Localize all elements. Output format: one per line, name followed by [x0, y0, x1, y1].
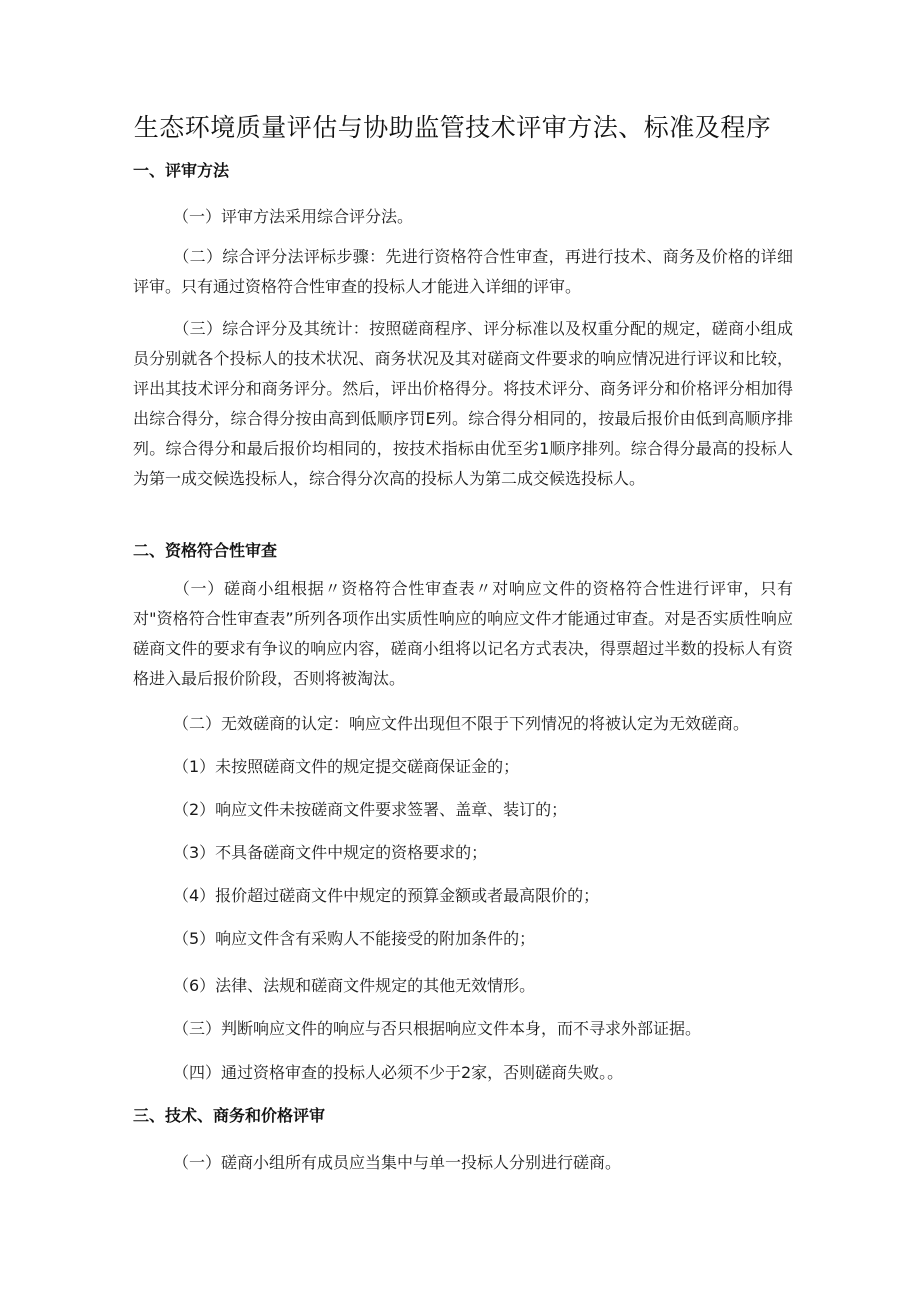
section-heading-qualification-review: 二、资格符合性审查: [133, 541, 278, 560]
paragraph-scoring: [133, 314, 793, 494]
paragraph-invalid-definition: （二）无效磋商的认定：响应文件出现但不限于下列情况的将被认定为无效磋商。: [173, 714, 750, 733]
paragraph-minimum-bidders: （四）通过资格审查的投标人必须不少于2家，否则磋商失败。。: [173, 1063, 624, 1082]
list-item: （1）未按照磋商文件的规定提交磋商保证金的；: [173, 757, 520, 776]
paragraph-evidence-rule: （三）判断响应文件的响应与否只根据响应文件本身，而不寻求外部证据。: [173, 1019, 702, 1038]
section-heading-evaluation-method: 一、评审方法: [133, 161, 230, 180]
paragraph-method: （一）评审方法采用综合评分法。: [173, 207, 414, 226]
paragraph-scoring-text: （三）综合评分及其统计：按照磋商程序、评分标准以及权重分配的规定，磋商小组成员分别就各个投标人的技术状况、商务状况及其对磋商文件要求的响应情况进行评议和比较，评出其技术评分和商务评分。然后，评出价格得分。将技术评分、商务评分和价格评分相加得出综合得分，综合得分按由高到低顺序罚E列。综合得分相同的，按最后报价由低到高顺序排列。综合得分和最后报价均相同的，按技术指标由优至劣1顺序排列。综合得分最高的投标人为第一成交候选投标人，综合得分次高的投标人为第二成交候选投标人。: [133, 319, 793, 488]
document-title: 生态环境质量评估与协助监管技术评审方法、标准及程序: [133, 113, 772, 142]
paragraph-steps: [133, 242, 793, 302]
list-item: （6）法律、法规和磋商文件规定的其他无效情形。: [173, 976, 536, 995]
list-item: （2）响应文件未按磋商文件要求签署、盖章、装订的；: [173, 800, 568, 819]
paragraph-steps-text: （二）综合评分法评标步骤：先进行资格符合性审查，再进行技术、商务及价格的详细评审。只有通过资格符合性审查的投标人才能进入详细的评审。: [133, 247, 793, 296]
list-item: （5）响应文件含有采购人不能接受的附加条件的；: [173, 929, 536, 948]
list-item: （3）不具备磋商文件中规定的资格要求的；: [173, 843, 488, 862]
paragraph-qualification-text: （一）磋商小组根据〃资格符合性审查表〃对响应文件的资格符合性进行评审，只有对"资格符合性审查表”所列各项作出实质性响应的响应文件才能通过审查。对是否实质性响应磋商文件的要求有争议的响应内容，磋商小组将以记名方式表决，得票超过半数的投标人有资格进入最后报价阶段，否则将被淘汰。: [133, 579, 793, 688]
paragraph-negotiation: （一）磋商小组所有成员应当集中与单一投标人分别进行磋商。: [173, 1153, 622, 1172]
section-heading-technical-commercial-price-review: 三、技术、商务和价格评审: [133, 1106, 326, 1125]
paragraph-qualification: [133, 574, 793, 694]
list-item: （4）报价超过磋商文件中规定的预算金额或者最高限价的；: [173, 886, 600, 905]
